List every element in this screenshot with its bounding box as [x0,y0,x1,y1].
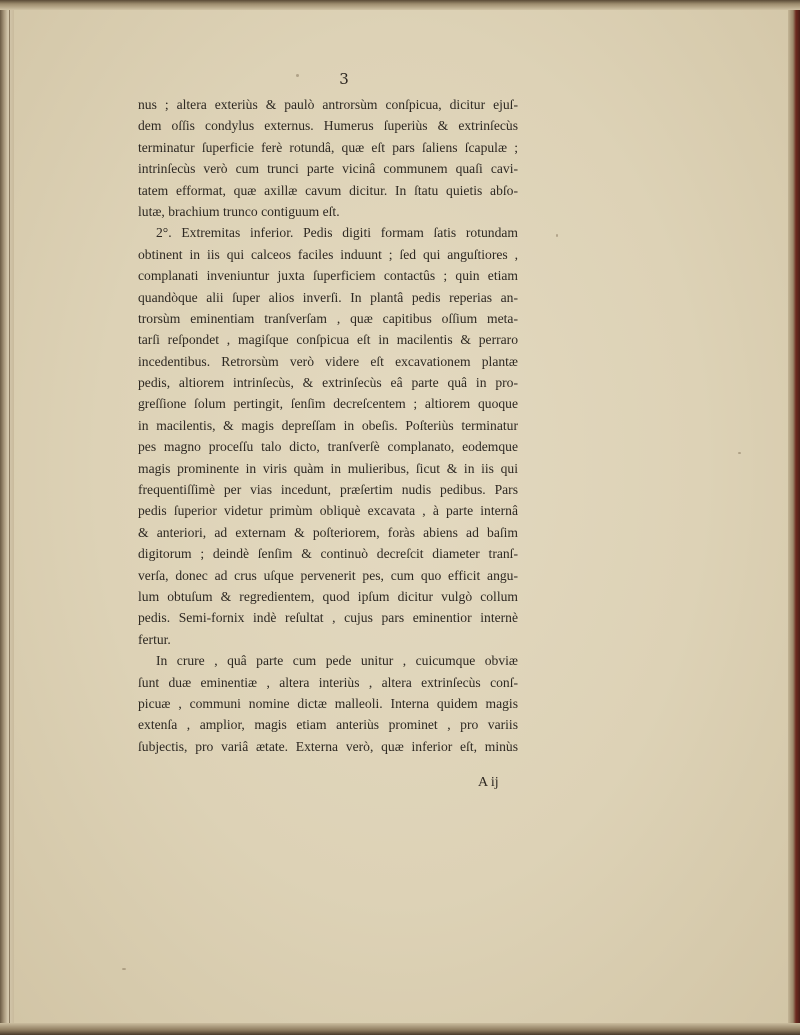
binding-edge-left [0,0,14,1035]
text-line: in macilentis, & magis depreſſam in obeſis. Poſteriùs terminatur [138,417,518,433]
text-line: tatem efformat, quæ axillæ cavum dicitur. In ſtatu quietis abſo- [138,182,518,198]
text-line: lutæ, brachium trunco contiguum eſt. [138,203,340,219]
text-line: In crure , quâ parte cum pede unitur , cuicumque obviæ [156,653,518,669]
text-line: pes magno proceſſu talo dicto, tranſverſè complanato, eodemque [138,439,518,455]
text-line: ſunt duæ eminentiæ , altera interiùs , altera extrinſecùs conſ- [138,674,518,690]
text-line: incedentibus. Retrorsùm verò videre eſt excavationem plantæ [138,353,518,369]
text-line: extenſa , amplior, magis etiam anteriùs prominet , pro variis [138,717,518,733]
paper-speck [556,234,558,237]
text-line: lum obtuſum & regredientem, quod ipſum dicitur vulgò collum [138,588,518,604]
page-edge-right [788,0,800,1035]
text-line: greſſione ſolum pertingit, ſenſim decreſcentem ; altiorem quoque [138,396,518,412]
signature-mark: A ij [478,775,499,790]
text-line: verſa, donec ad crus uſque pervenerit pes, cum quo efficit angu- [138,567,518,583]
text-line: terminatur ſuperficie ferè rotundâ, quæ eſt pars ſaliens ſcapulæ ; [138,139,518,155]
text-line: ſubjectis, pro variâ ætate. Externa verò, quæ inferior eſt, minùs [138,738,518,754]
text-line: nus ; altera exteriùs & paulò antrorsùm conſpicua, dicitur ejuſ- [138,97,518,112]
text-line: picuæ , communi nomine dictæ malleoli. Interna quidem magis [138,695,518,711]
text-line: obtinent in iis qui calceos faciles induunt ; ſed qui anguſtiores , [138,246,518,262]
paper-speck [296,74,299,77]
text-line: fertur. [138,631,171,647]
body-text [138,94,518,757]
text-line: trorsùm eminentiam tranſverſam , quæ capitibus oſſium meta- [138,310,518,326]
text-line: pedis ſuperior videtur primùm obliquè excavata , à parte internâ [138,503,518,519]
text-line: 2°. Extremitas inferior. Pedis digiti formam ſatis rotundam [156,225,518,241]
page-edge-top [0,0,800,10]
page-edge-bottom [0,1023,800,1035]
text-line: frequentiſſimè per vias incedunt, præſertim nudis pedibus. Pars [138,482,518,498]
paper-speck [738,452,741,454]
page-number: 3 [339,70,349,88]
text-line: complanati inveniuntur juxta ſuperficiem contactûs ; quin etiam [138,268,518,284]
text-line: tarſi reſpondet , magiſque conſpicua eſt in macilentis & perraro [138,332,518,348]
text-line: pedis, altiorem intrinſecùs, & extrinſecùs eâ parte quâ in pro- [138,375,518,391]
paper-speck [122,968,126,970]
text-line: pedis. Semi-fornix indè reſultat , cujus pars eminentior internè [138,610,518,626]
text-line: & anteriori, ad externam & poſteriorem, foràs abiens ad baſim [138,524,518,540]
text-line: dem oſſis condylus externus. Humerus ſuperiùs & extrinſecùs [138,118,518,134]
text-line: intrinſecùs verò cum trunci parte vicinâ communem quaſi cavi- [138,161,518,177]
text-line: digitorum ; deindè ſenſim & continuò decreſcit diameter tranſ- [138,546,518,562]
text-line: quandòque alii ſuper alios inverſi. In plantâ pedis reperias an- [138,289,518,305]
text-line: magis prominente in viris quàm in mulieribus, ſicut & in iis qui [138,460,518,476]
